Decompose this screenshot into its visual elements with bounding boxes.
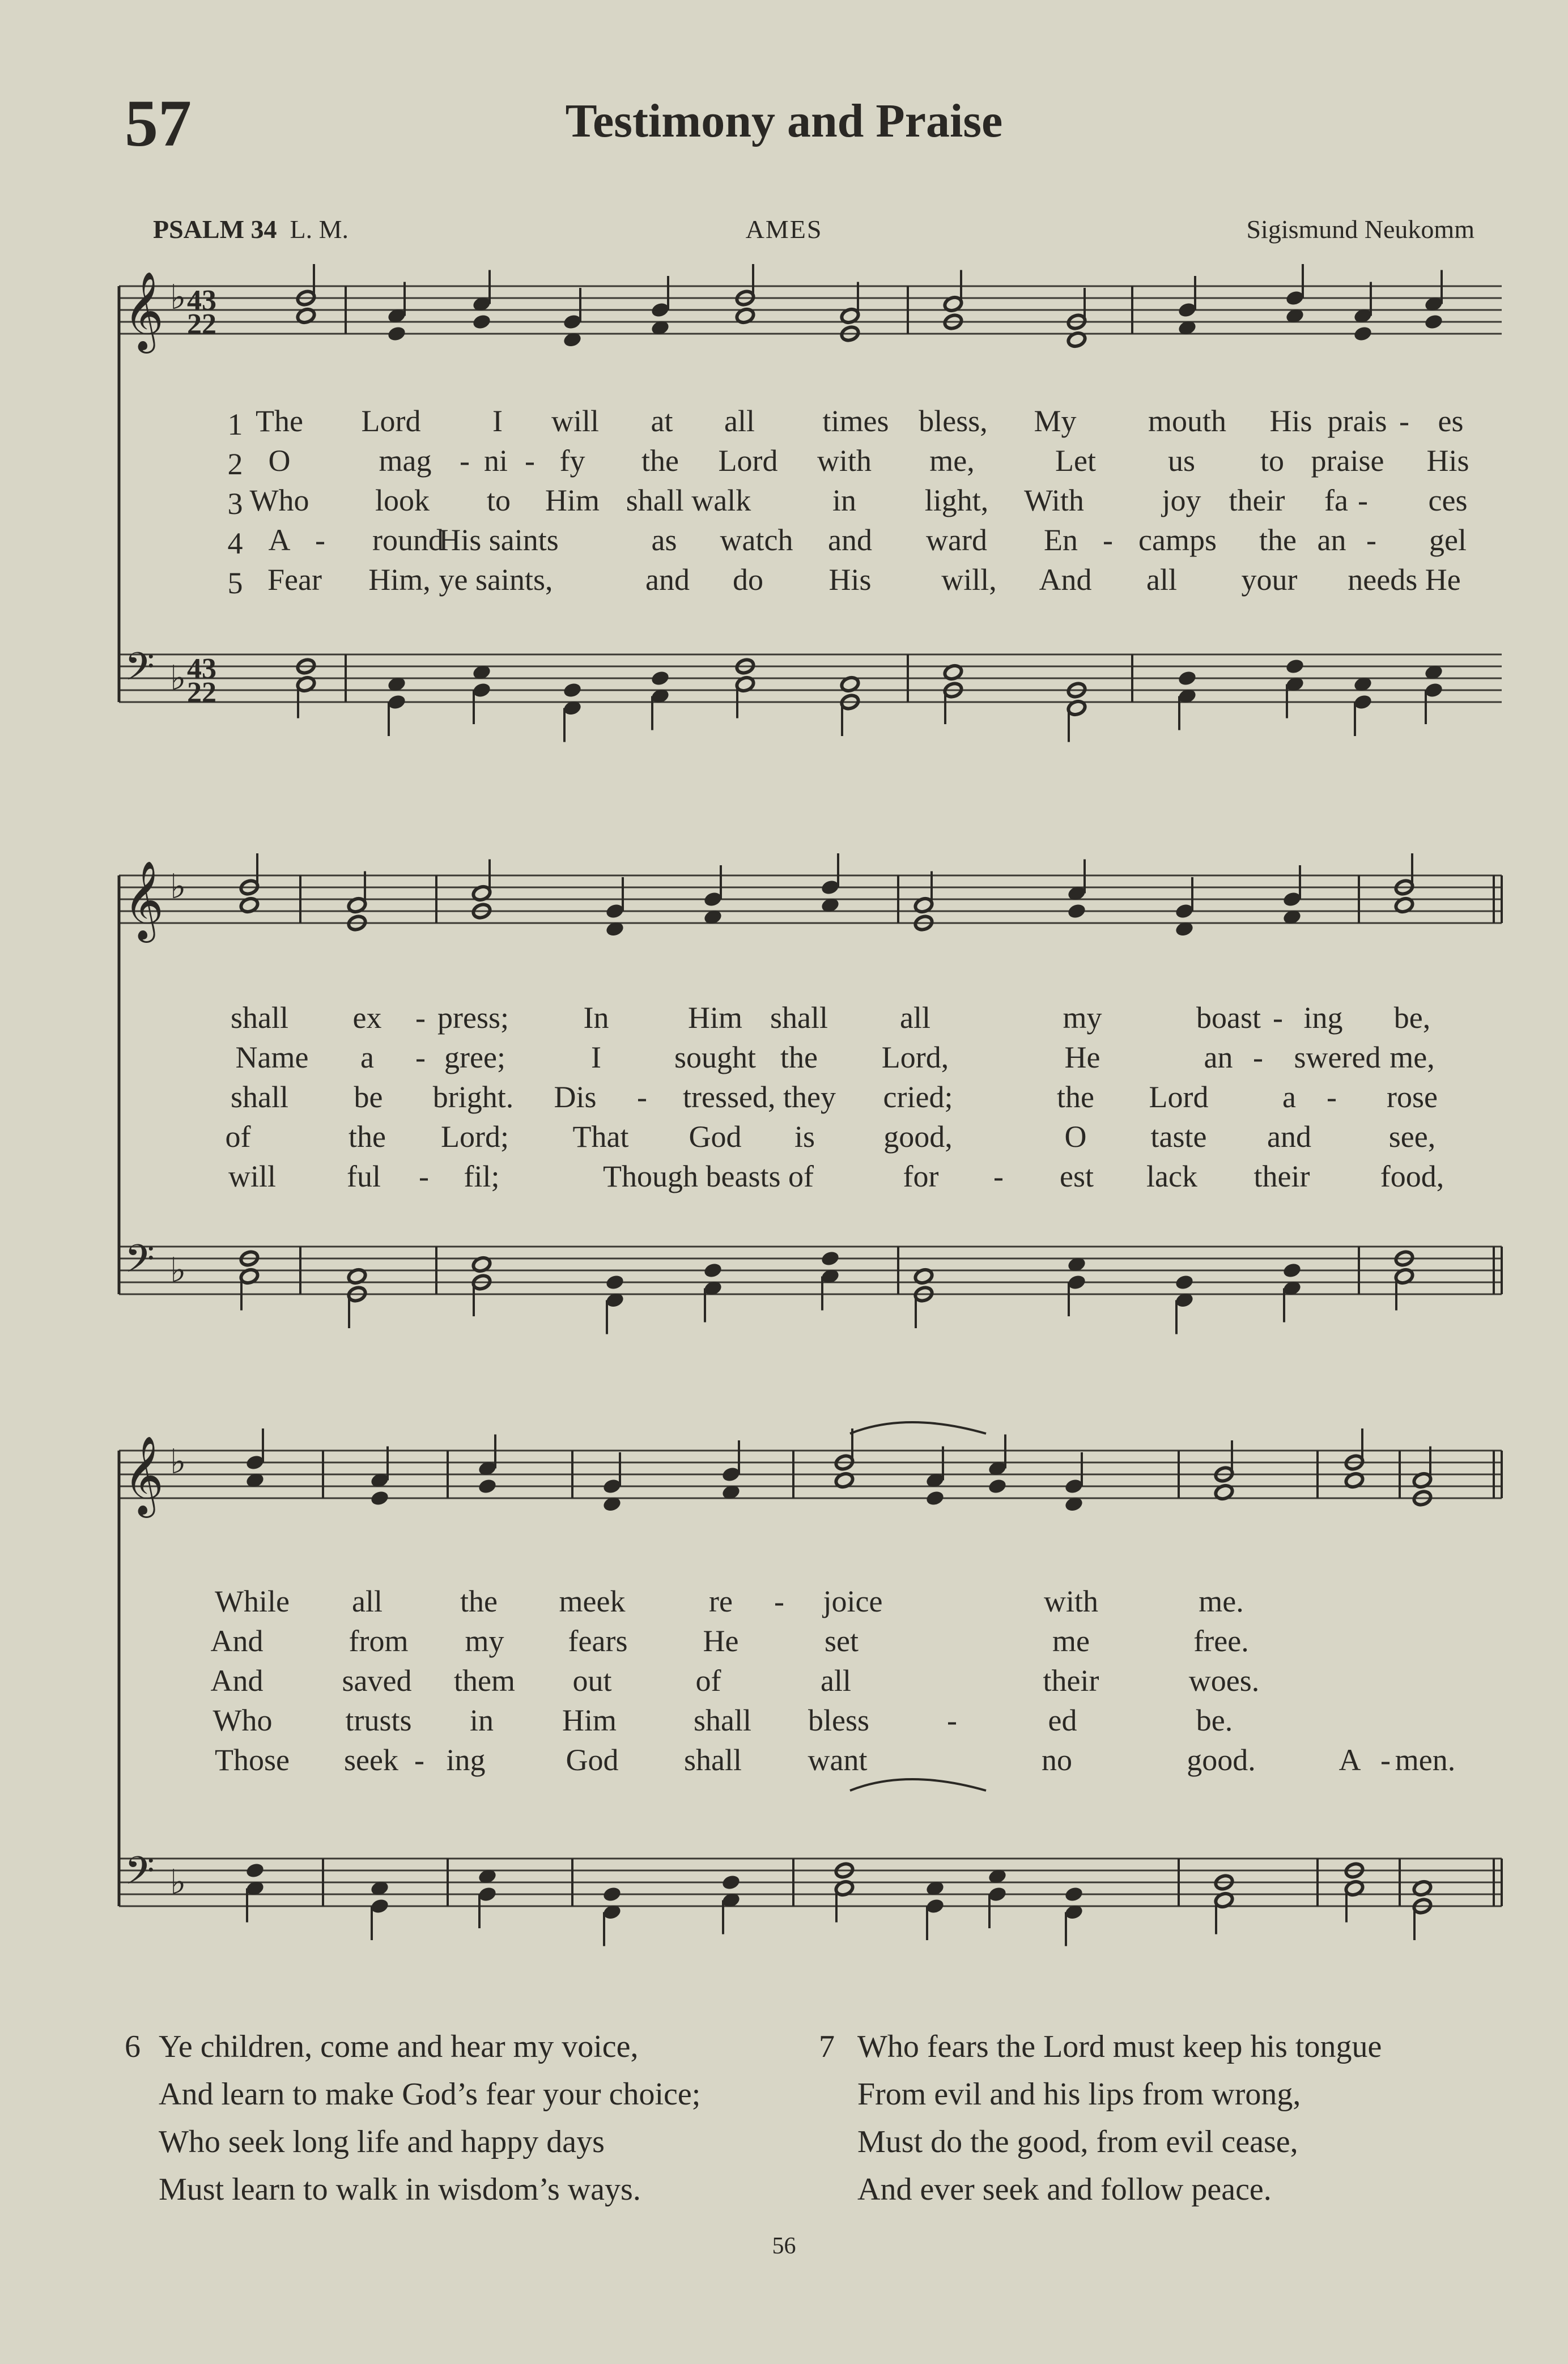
page-number: 56 [772,2233,796,2259]
lyric-syllable: Him [562,1703,617,1737]
lyric-syllable: ful [347,1159,381,1193]
lyric-line [0,1584,1568,1623]
lyric-syllable: Him [545,483,600,517]
quarter-note-head [650,670,670,687]
lyric-syllable: taste [1150,1120,1207,1154]
lyric-syllable: me, [929,444,975,478]
quarter-note-head [369,1490,390,1507]
lyric-syllable: will, [941,563,997,597]
lyric-syllable: bright. [432,1080,514,1114]
verse-line: And learn to make God’s fear your choice; [159,2077,701,2112]
lyric-syllable: me, [1389,1040,1435,1074]
time-signature-treble-top: 43 [187,284,216,317]
lyric-syllable: He [703,1624,739,1658]
flat-sign-icon: ♭ [170,1251,186,1290]
lyric-syllable: of [225,1120,251,1154]
lyric-syllable: with [1043,1584,1099,1618]
lyric-syllable: That [572,1120,629,1154]
lyric-syllable: will [551,404,600,438]
lyric-syllable: ye saints, [439,563,553,597]
lyric-syllable: for [903,1159,939,1193]
quarter-note-head [1066,903,1087,920]
bass-clef-icon: 𝄢 [125,1849,155,1903]
verse-number: 2 [227,447,243,481]
lyric-syllable: En [1044,523,1078,557]
lyric-syllable: meek [559,1584,626,1618]
lyric-syllable: - [1366,523,1376,557]
quarter-note-head [386,325,407,343]
composer: Sigismund Neukomm [1246,215,1474,244]
lyric-syllable: - [1273,1001,1283,1035]
lyric-syllable: Who [249,483,309,517]
lyric-line [0,1703,1568,1742]
lyric-syllable: With [1024,483,1084,517]
lyric-syllable: the [460,1584,498,1618]
verse-number: 4 [227,526,243,560]
lyric-syllable: O [268,444,291,478]
quarter-note-head [1174,1274,1195,1291]
verse-line: Who fears the Lord must keep his tongue [857,2029,1382,2064]
lyric-syllable: the [780,1040,818,1074]
lyric-syllable: needs He [1348,563,1461,597]
lyric-syllable: to [1260,444,1285,478]
lyric-syllable: as [651,523,677,557]
lyric-syllable: out [572,1664,612,1698]
lyric-line [0,1159,1568,1198]
lyric-syllable: mag [379,444,432,478]
lyric-syllable: want [808,1743,868,1777]
lyric-line [0,1623,1568,1663]
lyric-line [0,1040,1568,1079]
verse-number: 5 [227,566,243,600]
lyric-syllable: men. [1395,1743,1456,1777]
lyric-syllable: cried; [883,1080,953,1114]
lyric-syllable: no [1042,1743,1072,1777]
lyric-syllable: and [1267,1120,1311,1154]
lyric-syllable: the [1057,1080,1094,1114]
lyric-syllable: - [993,1159,1004,1193]
lyric-syllable: Lord [1149,1080,1209,1114]
lyric-syllable: The [256,404,303,438]
bass-clef-icon: 𝄢 [125,1237,155,1291]
lyric-syllable: to [486,483,511,517]
lyric-line [0,1742,1568,1782]
quarter-note-head [477,1478,498,1495]
verse-number: 7 [819,2029,835,2064]
hymn-number: 57 [125,86,192,160]
lyric-syllable: Lord, [881,1040,949,1074]
lyric-syllable: light, [924,483,989,517]
lyric-syllable: all [821,1664,851,1698]
lyric-syllable: ward [926,523,987,557]
lyric-syllable: me. [1199,1584,1244,1618]
lyric-syllable: - [1103,523,1113,557]
lyric-syllable: an [1317,523,1346,557]
lyric-syllable: - [947,1703,957,1737]
lyric-syllable: their [1253,1159,1310,1193]
lyric-syllable: good, [883,1120,953,1154]
time-signature-bass-bottom: 22 [187,677,216,709]
lyric-syllable: my [1063,1001,1102,1035]
lyric-syllable: shall [684,1743,742,1777]
verse-line: Ye children, come and hear my voice, [159,2029,639,2064]
lyric-syllable: His [1426,444,1469,478]
lyric-syllable: - [1253,1040,1263,1074]
lyric-syllable: bless, [919,404,988,438]
lyric-syllable: shall walk [626,483,751,517]
lyric-syllable: all [900,1001,930,1035]
lyric-syllable: will [228,1159,277,1193]
lyric-syllable: trusts [345,1703,412,1737]
lyric-syllable: ni [483,444,508,478]
lyric-syllable: is [794,1120,815,1154]
quarter-note-head [1285,658,1305,675]
lyric-line [0,522,1568,562]
lyric-syllable: an [1204,1040,1233,1074]
lyric-syllable: - [1380,1743,1391,1777]
lyric-syllable: - [415,1040,426,1074]
lyric-syllable: ing [1303,1001,1343,1035]
lyric-syllable: free. [1193,1624,1249,1658]
treble-clef-icon: 𝄞 [124,861,164,939]
lyric-syllable: - [415,1001,426,1035]
lyric-syllable: of [695,1664,721,1698]
lyric-syllable: Him [687,1001,743,1035]
lyric-syllable: fil; [464,1159,500,1193]
lyric-syllable: His saints [439,523,559,557]
lyric-syllable: And [1039,563,1092,597]
verse-line: And ever seek and follow peace. [857,2172,1272,2207]
lyric-syllable: woes. [1188,1664,1260,1698]
lyric-syllable: - [419,1159,429,1193]
lyric-syllable: us [1167,444,1196,478]
lyric-syllable: shall [770,1001,828,1035]
lyric-syllable: God [566,1743,619,1777]
lyric-syllable: their [1043,1664,1099,1698]
lyric-syllable: fears [568,1624,628,1658]
lyric-syllable: sought [674,1040,757,1074]
lyric-syllable: Though beasts of [603,1159,814,1193]
lyric-syllable: in [832,483,857,517]
lyric-line [0,483,1568,522]
lyric-syllable: gel [1429,523,1467,557]
quarter-note-head [703,1262,723,1279]
lyric-syllable: be [354,1080,383,1114]
lyric-syllable: be. [1196,1703,1233,1737]
lyric-syllable: In [583,1001,609,1035]
lyric-syllable: saved [342,1664,412,1698]
quarter-note-head [925,1490,945,1507]
lyric-syllable: gree; [444,1040,505,1074]
lyric-line [0,562,1568,602]
time-signature-bass-top: 43 [187,653,216,685]
lyric-line [0,403,1568,443]
flat-sign-icon: ♭ [170,867,186,907]
lyric-syllable: and [645,563,690,597]
flat-sign-icon: ♭ [170,1442,186,1482]
lyric-syllable: shall [231,1080,288,1114]
lyric-syllable: shall [694,1703,751,1737]
lyric-syllable: mouth [1148,404,1227,438]
quarter-note-head [245,1862,265,1880]
lyric-syllable: swered [1294,1040,1381,1074]
lyric-syllable: fa [1324,483,1348,517]
lyric-syllable: prais [1327,404,1387,438]
lyric-syllable: While [215,1584,290,1618]
lyric-syllable: Lord [718,444,778,478]
lyric-syllable: He [1064,1040,1100,1074]
lyric-syllable: O [1064,1120,1087,1154]
lyric-syllable: camps [1138,523,1217,557]
lyric-syllable: - [1327,1080,1337,1114]
lyric-syllable: Let [1055,444,1096,478]
lyric-syllable: joy [1162,483,1201,517]
psalm-reference: PSALM 34 [153,215,277,244]
lyric-syllable: lack [1146,1159,1197,1193]
lyric-syllable: Him, [368,563,431,597]
lyric-syllable: - [315,523,325,557]
lyric-syllable: est [1060,1159,1094,1193]
lyric-syllable: be, [1393,1001,1431,1035]
lyric-line [0,1663,1568,1703]
lyric-syllable: all [724,404,755,438]
lyric-syllable: - [774,1584,784,1618]
time-signature-treble-bottom: 22 [187,308,216,341]
extra-verse-6 [125,2023,700,2213]
verse-number: 1 [227,407,243,441]
lyric-syllable: And [210,1664,264,1698]
lyric-syllable: me [1052,1624,1090,1658]
lyric-syllable: ex [352,1001,382,1035]
quarter-note-head [471,313,492,331]
quarter-note-head [1353,325,1373,343]
lyric-syllable: my [465,1624,504,1658]
lyric-syllable: press; [437,1001,509,1035]
lyric-syllable: food, [1380,1159,1444,1193]
lyric-syllable: your [1241,563,1298,597]
verse-line: Must learn to walk in wisdom’s ways. [159,2172,641,2207]
quarter-note-head [562,682,583,699]
flat-sign-icon: ♭ [170,1863,186,1902]
lyric-syllable: I [492,404,503,438]
quarter-note-head [1423,313,1444,331]
lyric-syllable: ing [446,1743,486,1777]
lyric-syllable: and [828,523,872,557]
lyric-syllable: set [825,1624,859,1658]
lyric-syllable: in [469,1703,494,1737]
lyric-syllable: Who [213,1703,273,1737]
verse-line: Who seek long life and happy days [159,2124,605,2159]
lyric-syllable: - [460,444,470,478]
quarter-note-head [820,1250,840,1268]
lyric-syllable: A [1338,1743,1361,1777]
lyric-syllable: seek [344,1743,398,1777]
lyric-syllable: them [454,1664,515,1698]
lyric-syllable: do [733,563,763,597]
lyric-syllable: rose [1387,1080,1438,1114]
lyric-syllable: fy [559,444,585,478]
quarter-note-head [721,1874,741,1891]
lyric-syllable: the [349,1120,386,1154]
lyric-syllable: My [1034,404,1077,438]
lyric-syllable: Lord; [441,1120,509,1154]
lyric-syllable: - [525,444,535,478]
lyric-syllable: bless [808,1703,869,1737]
lyric-syllable: with [817,444,872,478]
lyric-syllable: - [1358,483,1368,517]
lyric-syllable: good. [1187,1743,1256,1777]
lyric-syllable: God [689,1120,742,1154]
lyric-line [0,1000,1568,1040]
quarter-note-head [602,1886,622,1903]
lyric-syllable: all [352,1584,383,1618]
quarter-note-head [987,1478,1008,1495]
lyric-syllable: shall [231,1001,288,1035]
verse-number: 6 [125,2029,141,2064]
lyric-line [0,1119,1568,1159]
quarter-note-head [1282,1262,1302,1279]
verse-line: From evil and his lips from wrong, [857,2077,1301,2112]
lyric-syllable: see, [1388,1120,1436,1154]
tune-name: AMES [745,215,823,244]
lyric-syllable: I [591,1040,601,1074]
flat-sign-icon: ♭ [170,278,186,317]
lyric-syllable: Fear [267,563,322,597]
lyric-syllable: A [268,523,291,557]
hymn-title: Testimony and Praise [565,95,1003,147]
lyric-syllable: at [651,404,673,438]
lyric-syllable: joice [823,1584,883,1618]
lyric-syllable: Name [235,1040,309,1074]
lyric-syllable: ces [1428,483,1468,517]
lyric-syllable: a [360,1040,374,1074]
lyric-line [0,443,1568,483]
lyric-syllable: Dis [554,1080,597,1114]
lyric-syllable: round [372,523,444,557]
bass-clef-icon: 𝄢 [125,645,155,699]
lyric-syllable: - [637,1080,647,1114]
lyric-syllable: ed [1048,1703,1077,1737]
lyric-syllable: - [1399,404,1409,438]
lyric-syllable: re [709,1584,733,1618]
lyric-syllable: watch [720,523,793,557]
meter: L. M. [290,215,349,244]
lyric-syllable: all [1146,563,1177,597]
quarter-note-head [1064,1886,1084,1903]
lyric-syllable: praise [1311,444,1384,478]
lyric-syllable: from [349,1624,409,1658]
lyric-syllable: Lord [361,404,421,438]
lyric-syllable: - [414,1743,424,1777]
treble-clef-icon: 𝄞 [124,1436,164,1515]
lyric-line [0,1079,1568,1119]
lyric-syllable: a [1282,1080,1296,1114]
verse-number: 3 [227,487,243,521]
lyric-syllable: His [1269,404,1312,438]
lyric-syllable: times [822,404,889,438]
quarter-note-head [605,1274,625,1291]
flat-sign-icon: ♭ [170,658,186,698]
treble-clef-icon: 𝄞 [124,271,164,350]
lyric-syllable: His [828,563,872,597]
lyric-syllable: Those [215,1743,290,1777]
lyric-syllable: the [1259,523,1297,557]
lyric-syllable: boast [1196,1001,1261,1035]
quarter-note-head [1177,670,1197,687]
lyric-syllable: the [641,444,679,478]
lyric-syllable: es [1438,404,1464,438]
lyric-syllable: And [210,1624,264,1658]
lyric-syllable: their [1229,483,1285,517]
lyric-syllable: look [375,483,430,517]
extra-verse-7 [819,2023,1382,2213]
lyric-syllable: tressed, they [683,1080,836,1114]
slur [850,1422,986,1434]
verse-line: Must do the good, from evil cease, [857,2124,1298,2159]
